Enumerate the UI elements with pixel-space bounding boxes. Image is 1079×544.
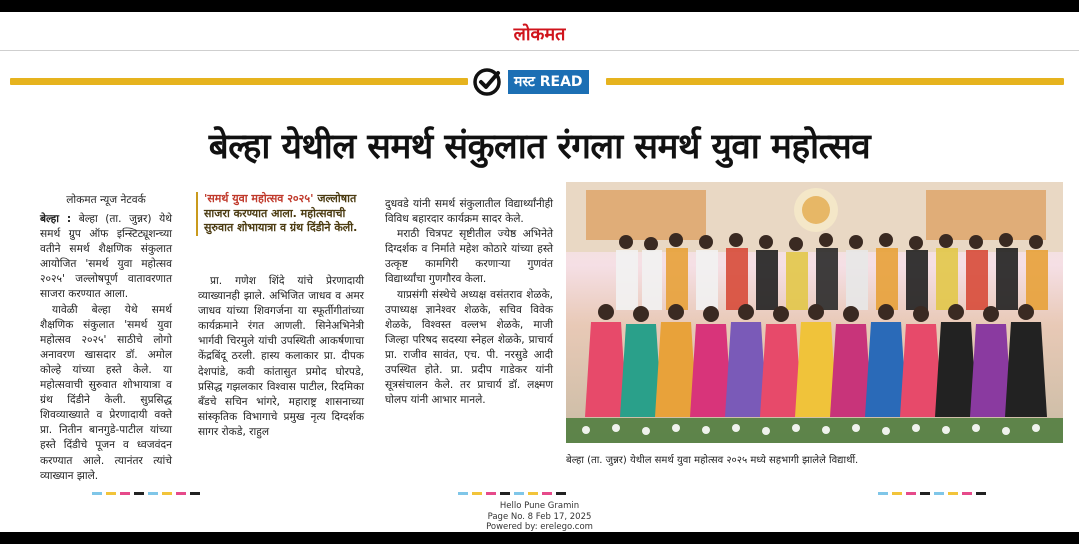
newspaper-page [0, 12, 1079, 532]
page-footer [0, 501, 1079, 532]
check-circle-icon [472, 67, 502, 97]
footer-page-date: Page No. 8 Feb 17, 2025 [487, 511, 592, 522]
paragraph: दुधवडे यांनी समर्थ संकुलातील विद्यार्थ्यांनीही विविध बहारदार कार्यक्रम सादर केले. [385, 198, 553, 226]
section-rule-left [10, 78, 468, 85]
paragraph: प्रा. गणेश शिंदे यांचे प्रेरणादायी व्याख्यानही झाले. अभिजित जाधव व अमर जाधव यांच्या शिवगर्जना या स्फूर्तीगीतांच्या कार्यक्रमाने रंगत आणली. सिनेअभिनेत्री भार्गवी चिरमुले यांची उपस्थिती आकर्षणाचा केंद्रबिंदू ठरली. हास्य कलाकार प्रा. दीपक देशपांडे, कवी कांतासुत प्रमोद घोरपडे, प्रसिद्ध गझलकार विश्वास पाटील, रिदमिका बँडचे सचिन भांगरे, महाराष्ट्र शासनाच्या सांस्कृतिक विभागाचे प्रमुख नृत्य दिग्दर्शक सागर रोकडे, राहुल [198, 275, 364, 438]
dateline: बेल्हा : [40, 213, 72, 225]
pull-quote [196, 192, 364, 236]
footer-edition: Hello Pune Gramin [499, 501, 580, 511]
group-photo-illustration [566, 182, 1063, 443]
article-headline: बेल्हा येथील समर्थ संकुलात रंगला समर्थ युवा महोत्सव [208, 127, 871, 167]
masthead-divider [0, 50, 1079, 51]
article-column-2 [198, 274, 364, 440]
paragraph-text: बेल्हा (ता. जुन्नर) येथे समर्थ ग्रुप ऑफ इन्स्टिट्यूशन्च्या वतीने समर्थ शैक्षणिक संकुलात आयोजित 'समर्थ युवा महोत्सव २०२५' जल्लोषपूर्ण वातावरणात साजरा करण्यात आला. [40, 213, 172, 301]
color-strip-center [458, 492, 566, 495]
byline: लोकमत न्यूज नेटवर्क [66, 194, 146, 206]
photo-caption: बेल्हा (ता. जुन्नर) येथील समर्थ युवा महोत्सव २०२५ मध्ये सहभागी झालेले विद्यार्थी. [566, 455, 859, 466]
section-rule-right [606, 78, 1064, 85]
paragraph [40, 212, 172, 303]
paragraph: याप्रसंगी संस्थेचे अध्यक्ष वसंतराव शेळके, उपाध्यक्ष ज्ञानेश्वर शेळके, सचिव विवेक शेळके, विश्वस्त वल्लभ शेळके, माजी जिल्हा परिषद सदस्या स्नेहल शेळके, प्राचार्य प्रा. राजीव सावंत, एच. पी. नरसुडे आदी उपस्थित होते. प्रा. प्रदीप गाडेकर यांनी सूत्रसंचालन केले. तर प्राचार्य डॉ. लक्ष्मण घोलप यांनी आभार मानले. [385, 288, 553, 407]
article-column-3 [385, 197, 553, 408]
paragraph: यावेळी बेल्हा येथे समर्थ शैक्षणिक संकुलात 'समर्थ युवा महोत्सव २०२५' साठीचे लोगो अनावरण खासदार डॉ. अमोल कोल्हे यांच्या हस्ते केले. या महोत्सवाची सुरुवात शोभायात्रा व ग्रंथ दिंडीने केली. सुप्रसिद्ध शिवव्याख्याते व प्रेरणादायी वक्ते प्रा. नितीन बानगुडे-पाटील यांच्या हस्ते दिंडीचे पूजन व ध्वजवंदन करण्यात आले. त्यानंतर त्यांचे व्याख्यान झाले. [40, 303, 172, 482]
color-strip-right [878, 492, 986, 495]
must-read-badge: मस्ट READ [508, 70, 589, 94]
paragraph: मराठी चित्रपट सृष्टीतील ज्येष्ठ अभिनेते दिग्दर्शक व निर्माते महेश कोठारे यांच्या हस्ते उत्कृष्ट कामगिरी करणाऱ्या गुणवंत विद्यार्थ्यांचा गुणगौरव केला. [385, 228, 553, 286]
pull-quote-text: जल्लोषात साजरा करण्यात आला. महोत्सवाची सुरुवात शोभायात्रा व ग्रंथ दिंडीने केली. [204, 192, 358, 234]
color-strip-left [92, 492, 200, 495]
event-photo [566, 182, 1063, 443]
pull-quote-lead: 'समर्थ युवा महोत्सव २०२५' [204, 192, 314, 205]
must-read-section [472, 67, 602, 97]
footer-powered-by: Powered by: erelego.com [486, 522, 593, 532]
masthead-logo: लोकमत [513, 24, 566, 45]
article-column-1 [40, 212, 172, 484]
